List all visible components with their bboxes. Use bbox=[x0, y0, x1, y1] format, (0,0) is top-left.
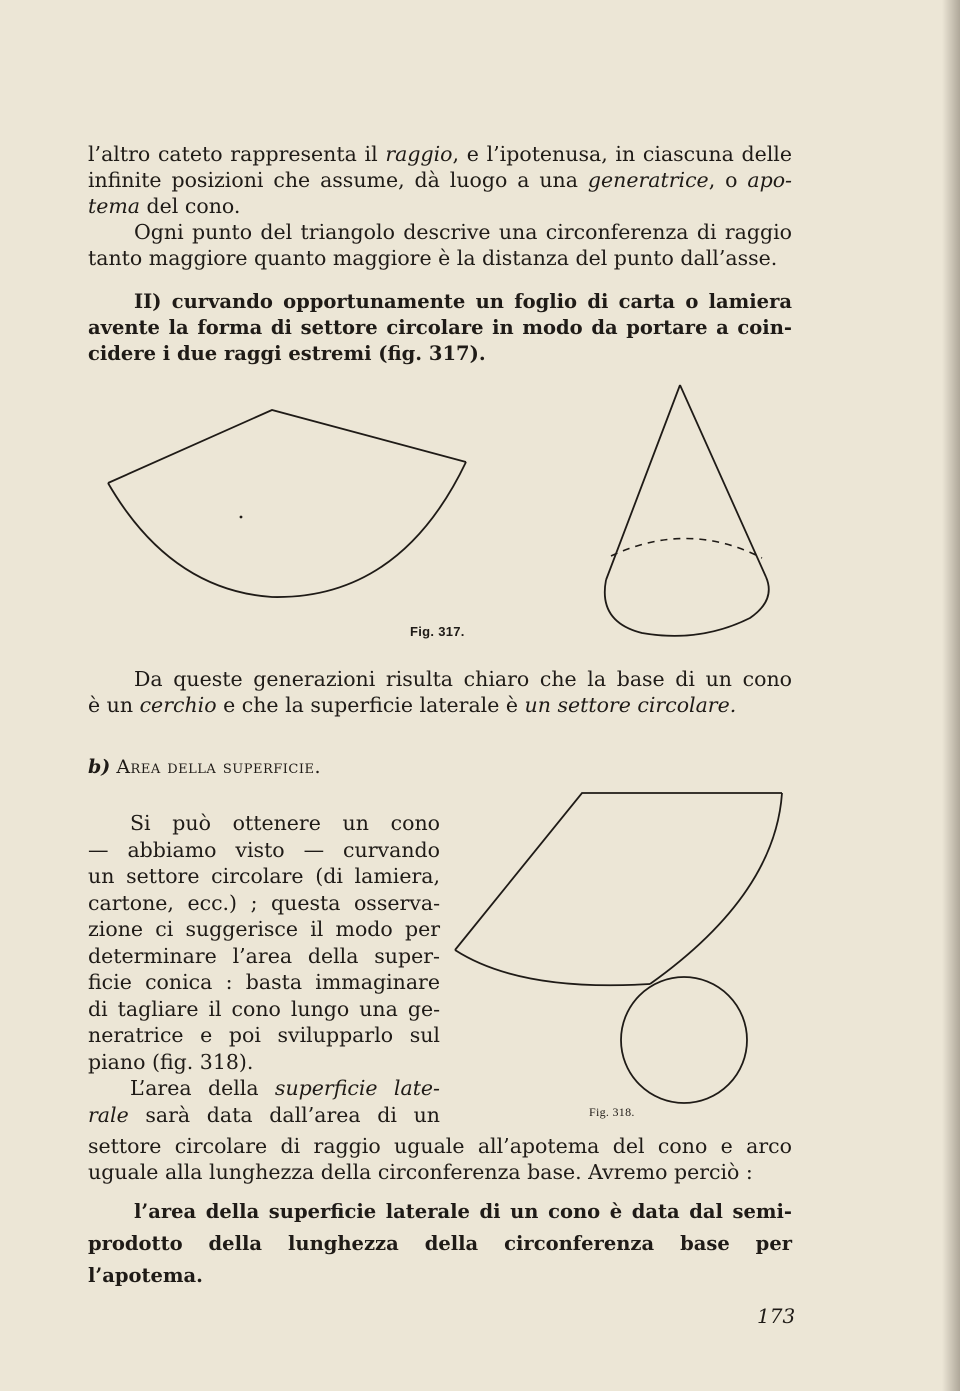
text-line: ficie conica : basta immaginare bbox=[88, 970, 440, 994]
text-line: l’area della superficie laterale di un cono è data dal semi- bbox=[134, 1200, 792, 1223]
text-line: l’altro cateto rappresenta il raggio, e l’ipotenusa, in ciascuna delle bbox=[88, 142, 793, 166]
text-line: infinite posizioni che assume, dà luogo a una generatrice, o apo- bbox=[88, 168, 792, 192]
text-line: zione ci suggerisce il modo per bbox=[88, 917, 440, 941]
figure-318-caption: Fig. 318. bbox=[589, 1105, 635, 1119]
text-line: Si può ottenere un cono bbox=[130, 811, 440, 835]
page-number: 173 bbox=[757, 1304, 796, 1328]
base-circle bbox=[621, 977, 747, 1103]
developed-sector bbox=[455, 793, 782, 985]
text-line: settore circolare di raggio uguale all’apotema del cono e arco bbox=[88, 1134, 792, 1158]
text-line: L’area della superficie late- bbox=[130, 1076, 440, 1100]
text-line: — abbiamo visto — curvando bbox=[88, 837, 440, 862]
paragraph-lateral-area-rule bbox=[88, 1196, 792, 1292]
text-line: II) curvando opportunamente un foglio di carta o lamiera bbox=[134, 290, 792, 313]
figure-317-caption: Fig. 317. bbox=[410, 624, 465, 639]
text-line: determinare l’area della super- bbox=[88, 943, 440, 968]
text-line: è un cerchio e che la superficie laterale è un settore circolare. bbox=[88, 693, 737, 717]
text-line: neratrice e poi svilupparlo sul bbox=[88, 1023, 440, 1047]
section-title: Area della superficie. bbox=[116, 756, 322, 778]
text-line: Da queste generazioni risulta chiaro che la base di un cono bbox=[134, 667, 792, 691]
text-line: rale sarà data dall’area di un bbox=[88, 1102, 440, 1127]
text-line: tema del cono. bbox=[88, 194, 241, 218]
text-line: uguale alla lunghezza della circonferenza base. Avremo perciò : bbox=[88, 1160, 753, 1184]
text-line: cartone, ecc.) ; questa osserva- bbox=[88, 890, 440, 915]
text-line: avente la forma di settore circolare in modo da portare a coin- bbox=[88, 316, 792, 339]
text-line: piano (fig. 318). bbox=[88, 1049, 254, 1074]
text-line: prodotto della lunghezza della circonferenza base per l’apotema. bbox=[88, 1232, 792, 1287]
text-line: di tagliare il cono lungo una ge- bbox=[88, 996, 440, 1021]
text-line: Ogni punto del triangolo descrive una circonferenza di raggio bbox=[134, 220, 792, 244]
text-line: tanto maggiore quanto maggiore è la distanza del punto dall’asse. bbox=[88, 246, 778, 270]
text-line: cidere i due raggi estremi (fig. 317). bbox=[88, 342, 486, 365]
section-letter: b) bbox=[88, 756, 111, 778]
text-line: un settore circolare (di lamiera, bbox=[88, 864, 440, 888]
